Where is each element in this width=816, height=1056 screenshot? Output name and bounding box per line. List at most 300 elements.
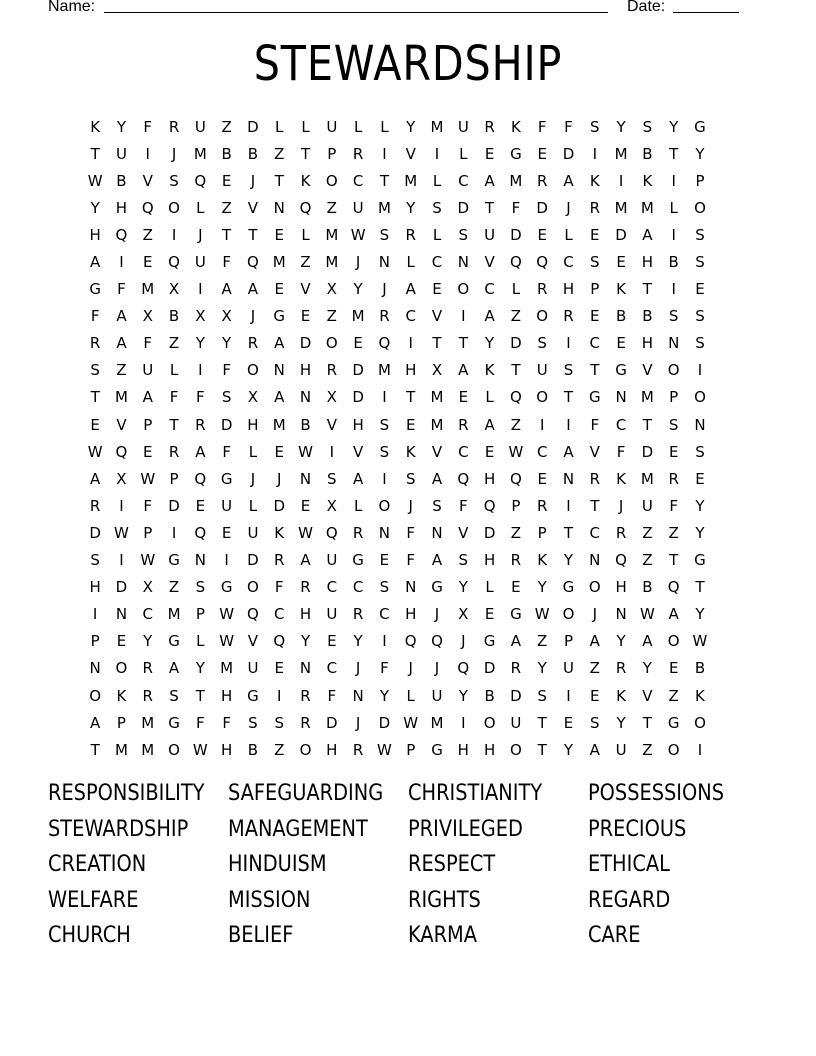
grid-letter: D (168, 496, 180, 515)
grid-letter: B (642, 578, 653, 597)
grid-letter: U (247, 659, 259, 678)
grid-letter: I (539, 415, 545, 434)
grid-letter: I (671, 225, 676, 244)
grid-letter: Z (668, 686, 679, 705)
grid-letter: A (116, 334, 127, 353)
grid-letter: E (511, 578, 521, 597)
grid-letter: E (695, 280, 705, 299)
grid-letter: I (671, 280, 676, 299)
grid-letter: N (405, 578, 417, 597)
grid-letter: G (667, 713, 680, 732)
grid-letter: P (590, 280, 600, 299)
grid-letter: O (667, 740, 680, 759)
grid-letter: O (562, 605, 575, 624)
grid-letter: Q (457, 659, 470, 678)
grid-letter: I (592, 144, 597, 163)
grid-letter: I (171, 225, 177, 244)
grid-letter: Z (510, 415, 522, 434)
grid-letter: I (408, 334, 413, 353)
grid-letter: H (89, 578, 101, 597)
grid-letter: U (142, 361, 154, 380)
grid-letter: N (589, 551, 601, 570)
grid-letter: A (274, 388, 285, 407)
grid-letter: Z (221, 198, 232, 217)
grid-letter: E (484, 605, 495, 624)
grid-letter: H (299, 605, 312, 624)
grid-letter: X (326, 388, 337, 407)
grid-letter: J (382, 280, 387, 299)
grid-letter: X (326, 280, 337, 299)
grid-letter: X (247, 388, 259, 407)
grid-letter: F (196, 388, 205, 407)
grid-letter: Z (537, 632, 548, 651)
grid-letter: J (355, 253, 361, 272)
grid-letter: R (536, 496, 548, 515)
grid-letter: R (168, 117, 180, 136)
grid-letter: H (483, 740, 496, 759)
grid-letter: L (169, 361, 179, 380)
grid-letter: Q (115, 442, 128, 461)
grid-letter: L (511, 280, 521, 299)
grid-letter: J (434, 659, 440, 678)
grid-letter: D (220, 415, 233, 434)
grid-letter: U (510, 713, 522, 732)
grid-letter: T (669, 551, 679, 570)
grid-letter: L (380, 117, 389, 136)
grid-letter: D (378, 713, 391, 732)
grid-letter: T (248, 225, 258, 244)
grid-letter: J (171, 144, 177, 163)
grid-letter: R (352, 605, 364, 624)
grid-letter: Q (325, 523, 338, 542)
grid-letter: W (87, 171, 103, 190)
grid-letter: I (277, 686, 282, 705)
grid-letter: R (668, 469, 679, 488)
grid-letter: R (89, 334, 101, 353)
grid-letter: M (114, 388, 128, 407)
grid-letter: L (406, 253, 415, 272)
grid-letter: R (168, 442, 180, 461)
grid-row (82, 655, 742, 682)
grid-letter: A (563, 171, 574, 190)
grid-letter: Q (247, 253, 259, 272)
grid-letter: G (220, 469, 233, 488)
grid-letter: T (432, 334, 442, 353)
grid-letter: A (642, 225, 653, 244)
grid-letter: A (90, 253, 101, 272)
grid-letter: H (615, 578, 627, 597)
grid-letter: F (406, 551, 416, 570)
grid-letter: G (247, 686, 259, 705)
grid-letter: K (616, 469, 626, 488)
grid-letter: T (590, 361, 600, 380)
grid-letter: Y (695, 496, 705, 515)
word-bank-item: CARE (588, 923, 641, 949)
grid-row (82, 113, 742, 140)
grid-letter: S (668, 307, 679, 326)
word-bank-item: MANAGEMENT (228, 816, 368, 842)
grid-letter: M (272, 253, 286, 272)
grid-letter: M (404, 171, 418, 190)
grid-letter: T (642, 280, 652, 299)
grid-letter: T (300, 144, 311, 163)
grid-letter: V (326, 415, 337, 434)
grid-letter: S (458, 225, 469, 244)
grid-letter: A (247, 280, 259, 299)
grid-letter: V (458, 523, 469, 542)
grid-letter: F (511, 198, 521, 217)
grid-row (82, 682, 742, 709)
grid-letter: V (142, 171, 153, 190)
grid-letter: P (143, 523, 153, 542)
word-bank-item: SAFEGUARDING (228, 781, 384, 806)
grid-letter: N (562, 469, 575, 488)
grid-letter: R (300, 686, 311, 705)
grid-letter: I (697, 361, 703, 380)
grid-letter: N (378, 523, 391, 542)
grid-letter: G (510, 605, 522, 624)
word-bank-item: STEWARDSHIP (48, 816, 189, 842)
grid-letter: P (169, 469, 179, 488)
grid-letter: W (114, 523, 129, 542)
grid-letter: E (590, 225, 600, 244)
grid-letter: O (325, 171, 338, 190)
grid-letter: C (405, 307, 416, 326)
grid-letter: C (589, 523, 601, 542)
grid-letter: L (406, 686, 415, 705)
grid-letter: Y (458, 686, 468, 705)
grid-letter: T (90, 740, 100, 759)
grid-letter: T (669, 144, 679, 163)
grid-row (82, 492, 742, 519)
grid-letter: Y (642, 659, 652, 678)
grid-letter: J (592, 605, 597, 624)
grid-letter: T (537, 713, 547, 732)
grid-letter: G (431, 578, 443, 597)
grid-letter: Z (274, 740, 285, 759)
grid-letter: J (618, 496, 624, 515)
grid-letter: V (431, 442, 443, 461)
grid-letter: P (511, 496, 521, 515)
grid-letter: M (351, 307, 365, 326)
grid-letter: S (379, 578, 390, 597)
date-blank-line (673, 0, 739, 13)
grid-letter: E (616, 334, 626, 353)
grid-letter: G (168, 551, 180, 570)
grid-letter: Y (116, 117, 127, 136)
grid-letter: C (431, 253, 443, 272)
grid-row (82, 547, 742, 574)
grid-letter: A (142, 388, 153, 407)
grid-letter: M (272, 415, 286, 434)
grid-letter: E (668, 659, 679, 678)
word-bank-item: CHURCH (48, 923, 131, 949)
grid-letter: O (168, 198, 180, 217)
grid-row (82, 221, 742, 248)
grid-letter: R (458, 415, 469, 434)
grid-letter: O (536, 307, 549, 326)
grid-letter: W (219, 605, 235, 624)
grid-letter: U (431, 686, 443, 705)
grid-letter: Q (194, 523, 207, 542)
grid-letter: T (90, 388, 100, 407)
grid-letter: G (562, 578, 575, 597)
grid-row (82, 140, 742, 167)
grid-letter: J (250, 469, 256, 488)
grid-letter: A (563, 442, 574, 461)
grid-letter: E (537, 225, 547, 244)
grid-row (82, 628, 742, 655)
grid-letter: I (461, 307, 466, 326)
grid-letter: A (589, 740, 600, 759)
grid-row (82, 303, 742, 330)
grid-letter: X (458, 605, 469, 624)
grid-letter: O (457, 280, 470, 299)
grid-letter: I (566, 334, 571, 353)
grid-letter: N (89, 659, 101, 678)
grid-letter: S (695, 307, 705, 326)
grid-letter: B (221, 144, 232, 163)
grid-letter: Y (485, 334, 495, 353)
grid-letter: J (408, 496, 413, 515)
grid-letter: E (590, 686, 600, 705)
grid-row (82, 601, 742, 628)
grid-letter: R (247, 334, 259, 353)
grid-letter: N (431, 523, 443, 542)
grid-letter: Q (509, 469, 522, 488)
grid-letter: S (432, 496, 442, 515)
word-bank-item: MISSION (228, 887, 311, 913)
grid-letter: Z (116, 361, 127, 380)
grid-row (82, 167, 742, 194)
grid-letter: Y (537, 659, 547, 678)
grid-letter: T (274, 171, 284, 190)
word-bank-item: KARMA (408, 923, 478, 949)
grid-letter: O (694, 713, 706, 732)
grid-letter: O (536, 388, 549, 407)
grid-letter: I (671, 171, 676, 190)
grid-letter: L (485, 388, 494, 407)
grid-letter: U (457, 117, 469, 136)
word-bank (48, 777, 788, 955)
grid-letter: E (221, 523, 232, 542)
word-bank-item: CREATION (48, 852, 147, 878)
grid-letter: Z (326, 307, 337, 326)
grid-letter: R (484, 117, 495, 136)
word-bank-item: RIGHTS (408, 887, 481, 913)
grid-letter: X (431, 361, 443, 380)
grid-letter: R (300, 713, 311, 732)
grid-letter: Y (90, 198, 100, 217)
grid-letter: Q (667, 578, 680, 597)
grid-letter: C (352, 578, 364, 597)
grid-letter: B (247, 740, 259, 759)
grid-letter: R (536, 280, 548, 299)
grid-letter: S (90, 361, 100, 380)
grid-letter: Y (669, 117, 679, 136)
grid-letter: E (563, 713, 574, 732)
grid-letter: O (483, 713, 496, 732)
grid-letter: T (458, 334, 468, 353)
grid-letter: D (483, 523, 496, 542)
grid-letter: Y (616, 713, 626, 732)
letter-grid (82, 113, 742, 763)
grid-letter: Y (695, 523, 705, 542)
grid-letter: T (222, 225, 232, 244)
grid-letter: B (615, 307, 627, 326)
grid-letter: X (221, 307, 232, 326)
grid-letter: P (695, 171, 705, 190)
grid-letter: S (695, 253, 705, 272)
grid-letter: T (642, 713, 652, 732)
grid-letter: D (457, 198, 470, 217)
grid-letter: O (299, 740, 312, 759)
grid-letter: R (379, 307, 390, 326)
grid-letter: P (563, 632, 574, 651)
grid-letter: K (300, 171, 311, 190)
grid-letter: Q (168, 253, 180, 272)
grid-letter: A (431, 469, 443, 488)
grid-letter: A (90, 469, 101, 488)
grid-letter: A (484, 307, 495, 326)
grid-letter: F (143, 496, 153, 515)
grid-letter: U (536, 361, 548, 380)
grid-letter: O (325, 334, 338, 353)
grid-letter: H (457, 740, 469, 759)
grid-letter: S (90, 551, 100, 570)
grid-letter: H (405, 605, 417, 624)
grid-letter: S (405, 469, 416, 488)
grid-letter: Y (195, 334, 205, 353)
grid-letter: T (563, 523, 574, 542)
grid-letter: W (403, 713, 419, 732)
grid-letter: O (694, 388, 706, 407)
grid-letter: Y (458, 578, 468, 597)
grid-letter: A (168, 659, 180, 678)
grid-letter: Q (457, 469, 470, 488)
grid-letter: G (615, 361, 627, 380)
grid-letter: V (484, 253, 495, 272)
grid-letter: U (247, 523, 259, 542)
grid-letter: E (274, 442, 284, 461)
grid-letter: E (484, 442, 495, 461)
grid-letter: Z (510, 523, 522, 542)
grid-letter: G (220, 578, 233, 597)
grid-letter: R (195, 415, 206, 434)
grid-letter: V (431, 307, 443, 326)
grid-row (82, 194, 742, 221)
grid-letter: B (168, 307, 180, 326)
grid-letter: D (89, 523, 101, 542)
grid-letter: A (510, 632, 522, 651)
grid-letter: I (119, 496, 124, 515)
grid-letter: R (615, 523, 627, 542)
grid-letter: E (300, 496, 311, 515)
grid-letter: F (222, 442, 231, 461)
grid-letter: D (536, 198, 548, 217)
grid-letter: W (692, 632, 708, 651)
grid-letter: X (326, 496, 337, 515)
grid-letter: A (458, 361, 469, 380)
grid-letter: O (89, 686, 102, 705)
grid-row (82, 248, 742, 275)
grid-letter: L (353, 496, 363, 515)
grid-letter: N (299, 388, 312, 407)
grid-letter: D (273, 496, 285, 515)
grid-letter: E (537, 469, 547, 488)
grid-letter: O (509, 740, 522, 759)
grid-letter: E (274, 659, 284, 678)
grid-letter: S (537, 686, 547, 705)
grid-letter: K (616, 280, 626, 299)
grid-letter: A (274, 334, 285, 353)
grid-letter: S (695, 225, 705, 244)
grid-letter: A (352, 469, 364, 488)
grid-letter: J (198, 225, 203, 244)
grid-letter: H (352, 415, 364, 434)
grid-letter: A (431, 551, 443, 570)
grid-letter: R (352, 144, 364, 163)
grid-letter: T (537, 740, 547, 759)
grid-letter: N (115, 605, 128, 624)
grid-letter: S (432, 198, 442, 217)
grid-letter: T (90, 144, 100, 163)
grid-letter: O (588, 578, 601, 597)
grid-letter: H (405, 361, 417, 380)
grid-letter: K (537, 551, 548, 570)
grid-letter: B (642, 307, 653, 326)
grid-letter: R (352, 523, 364, 542)
grid-letter: W (219, 632, 235, 651)
grid-letter: B (642, 144, 653, 163)
grid-letter: E (327, 632, 337, 651)
grid-letter: J (566, 198, 571, 217)
grid-letter: Z (168, 578, 180, 597)
grid-letter: L (248, 442, 258, 461)
grid-letter: X (116, 469, 127, 488)
grid-letter: S (695, 442, 705, 461)
grid-letter: D (483, 659, 496, 678)
grid-letter: J (277, 469, 282, 488)
grid-letter: T (563, 388, 574, 407)
grid-letter: Q (247, 605, 259, 624)
grid-letter: Z (642, 551, 653, 570)
grid-letter: P (116, 713, 126, 732)
grid-letter: A (484, 171, 495, 190)
grid-letter: Z (668, 523, 679, 542)
grid-letter: V (642, 361, 653, 380)
grid-letter: F (143, 117, 153, 136)
grid-letter: X (142, 578, 153, 597)
grid-letter: K (642, 171, 653, 190)
grid-letter: G (273, 307, 286, 326)
grid-letter: W (534, 605, 550, 624)
grid-letter: Y (563, 551, 574, 570)
grid-letter: B (484, 686, 495, 705)
grid-letter: F (590, 415, 600, 434)
grid-letter: Q (536, 253, 549, 272)
grid-letter: E (116, 632, 127, 651)
grid-letter: G (694, 551, 706, 570)
grid-letter: R (142, 686, 153, 705)
grid-letter: M (640, 388, 654, 407)
grid-letter: I (119, 551, 124, 570)
word-bank-item: BELIEF (228, 923, 294, 949)
grid-letter: O (667, 632, 680, 651)
grid-letter: U (484, 225, 496, 244)
grid-letter: D (247, 551, 259, 570)
grid-letter: V (589, 442, 600, 461)
